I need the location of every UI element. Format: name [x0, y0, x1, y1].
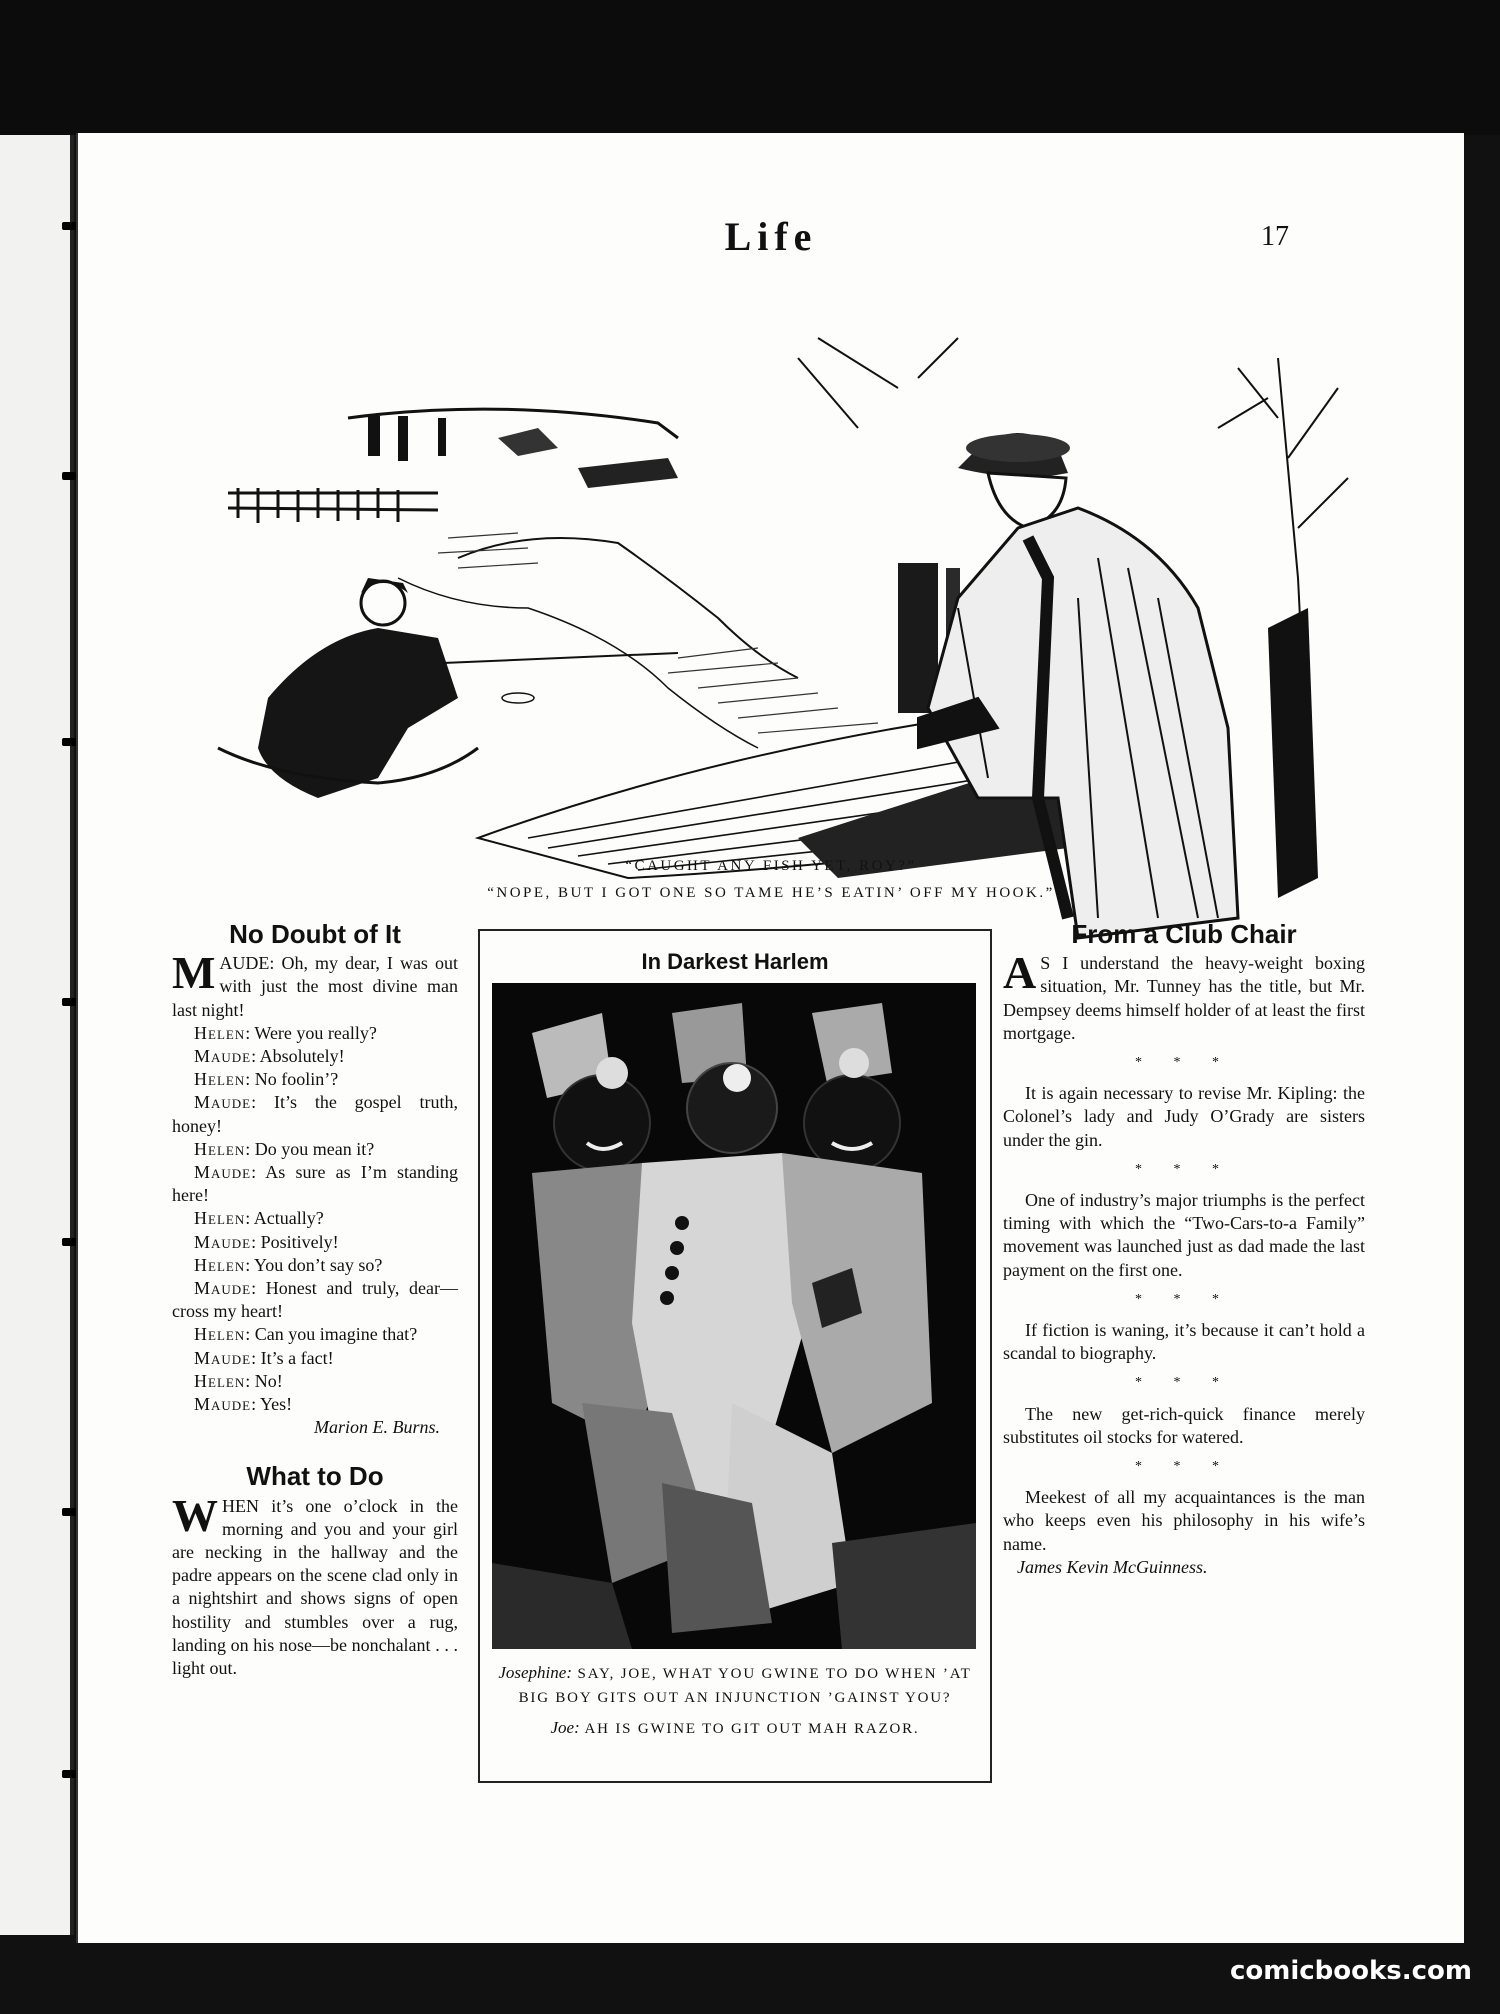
section-separator: * * * [1135, 1161, 1233, 1177]
article-paragraph: The new get-rich-quick finance merely substitutes oil stocks for watered. [1003, 1403, 1365, 1447]
section-separator: * * * [1135, 1291, 1233, 1307]
binding-stitch [62, 1770, 76, 1778]
article-opening: S I understand the heavy-weight boxing situation, Mr. Tunney has the title, but Mr. Dempsey deems himself holder of at least the first mortgage. [1003, 953, 1365, 1043]
cartoon-line: Josephine: SAY, JOE, WHAT YOU GWINE TO DO WHEN ’AT BIG BOY GITS OUT AN INJUNCTION ’GAINST YOU? [498, 1663, 972, 1706]
article-paragraph: If fiction is waning, it’s because it can’t hold a scandal to biography. [1003, 1320, 1365, 1364]
binding-stitch [62, 222, 76, 230]
drop-cap: A [1003, 947, 1037, 999]
section-separator: * * * [1135, 1055, 1233, 1071]
author-signature: Marion E. Burns. [314, 1417, 440, 1438]
article-paragraph: It is again necessary to revise Mr. Kipling: the Colonel’s lady and Judy O’Grady are sisters under the gin. [1003, 1083, 1365, 1150]
author-signature: James Kevin McGuinness. [1017, 1556, 1208, 1577]
section-separator: * * * [1135, 1375, 1233, 1391]
cartoon-line: Joe: AH IS GWINE TO GIT OUT MAH RAZOR. [550, 1718, 920, 1737]
dialogue [172, 1022, 458, 1416]
binding-stitch [62, 472, 76, 480]
dialogue-line: Maude: As sure as I’m standing here! [172, 1162, 458, 1206]
article-text: HEN it’s one o’clock in the morning and you and your girl are necking in the hallway and the padre appears on the scene clad only in a nightshirt and shows signs of open hostility and stumbles over a rug, landing on his nose—be nonchalant . . . light out. [172, 1495, 458, 1679]
dialogue-line: Maude: Honest and truly, dear—cross my heart! [172, 1278, 458, 1322]
dialogue-line: Helen: You don’t say so? [194, 1254, 383, 1275]
harlem-cartoon [478, 929, 992, 1783]
dialogue-line: Helen: Were you really? [194, 1022, 377, 1043]
article-body [1003, 947, 1365, 1045]
drop-cap: M [172, 947, 216, 999]
caption-line: “CAUGHT ANY FISH YET, ROY?” [625, 858, 917, 874]
cartoon-caption [490, 1661, 980, 1741]
binding-stitch [62, 1238, 76, 1246]
illustration-caption [78, 853, 1464, 907]
binding-stitch [62, 998, 76, 1006]
right-column [1003, 919, 1365, 1579]
article-heading: What to Do [246, 1461, 384, 1492]
cartoon-title: In Darkest Harlem [641, 949, 829, 974]
article-paragraph: One of industry’s major triumphs is the perfect timing with which the “Two-Cars-to-a Family” movement was launched just as dad made the last payment on the first one. [1003, 1190, 1365, 1280]
binding-stitch [62, 738, 76, 746]
article-opening: AUDE: Oh, my dear, I was out with just the most divine man last night! [172, 953, 458, 1020]
dialogue-line: Helen: No! [194, 1370, 283, 1391]
scan-background [0, 0, 1500, 135]
page-number: 17 [1261, 221, 1289, 252]
dialogue-line: Helen: Can you imagine that? [194, 1324, 418, 1345]
dialogue-line: Helen: No foolin’? [194, 1069, 339, 1090]
dialogue-line: Maude: Absolutely! [194, 1046, 345, 1067]
article-body [172, 947, 458, 1022]
dialogue-line: Helen: Actually? [194, 1208, 324, 1229]
left-column [172, 919, 458, 1680]
article-paragraph: Meekest of all my acquaintances is the man who keeps even his philosophy in his wife’s name. [1003, 1487, 1365, 1554]
magazine-title: Life [724, 214, 818, 259]
binding-stitch [62, 1508, 76, 1516]
dancers-illustration [492, 983, 976, 1649]
dialogue-line: Maude: It’s the gospel truth, honey! [172, 1092, 458, 1136]
dialogue-line: Maude: Yes! [194, 1394, 293, 1415]
article-heading: From a Club Chair [1071, 919, 1297, 949]
dialogue-line: Helen: Do you mean it? [194, 1138, 375, 1159]
caption-line: “NOPE, BUT I GOT ONE SO TAME HE’S EATIN’ OFF MY HOOK.” [487, 885, 1055, 901]
section-separator: * * * [1135, 1459, 1233, 1475]
dialogue-line: Maude: Positively! [194, 1231, 339, 1252]
dialogue-line: Maude: It’s a fact! [194, 1347, 334, 1368]
binding-spine [0, 135, 74, 1935]
site-watermark: comicbooks.com [1229, 1956, 1472, 1986]
article-body [172, 1489, 458, 1681]
article-heading: No Doubt of It [229, 919, 401, 949]
magazine-page [76, 133, 1464, 1943]
drop-cap: W [172, 1489, 218, 1541]
